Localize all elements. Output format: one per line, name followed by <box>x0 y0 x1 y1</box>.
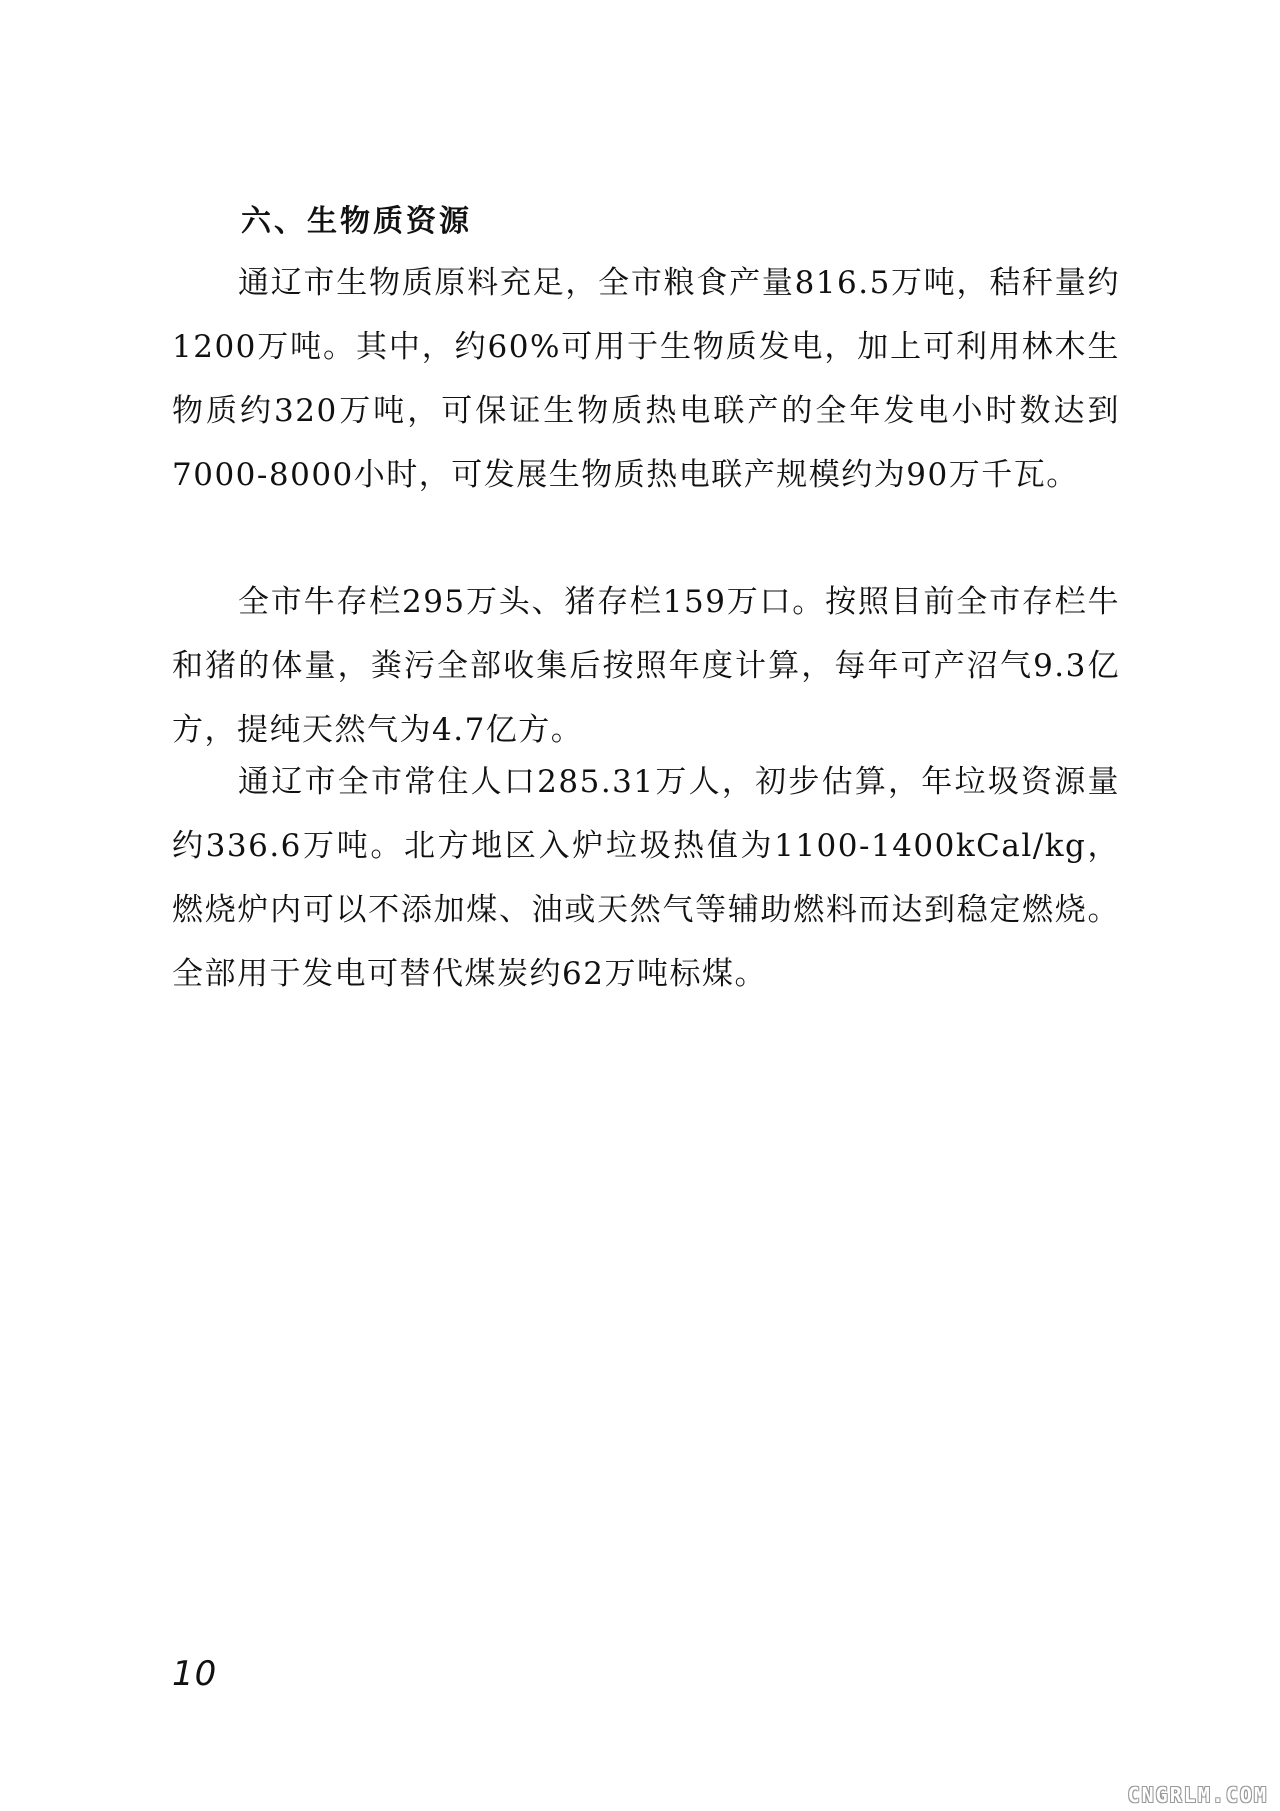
watermark-logo: CNGRLM.COM <box>1127 1783 1268 1807</box>
paragraph-biomass-feedstock: 通辽市生物质原料充足，全市粮食产量816.5万吨，秸秆量约1200万吨。其中，约60%可用于生物质发电，加上可利用林木生物质约320万吨，可保证生物质热电联产的全年发电小时数达到7000-8000小时，可发展生物质热电联产规模约为90万千瓦。 <box>172 265 1120 493</box>
page-number: 10 <box>172 1654 218 1694</box>
paragraph-waste-resources: 通辽市全市常住人口285.31万人，初步估算，年垃圾资源量约336.6万吨。北方地区入炉垃圾热值为1100-1400kCal/kg，燃烧炉内可以不添加煤、油或天然气等辅助燃料而达到稳定燃烧。全部用于发电可替代煤炭约62万吨标煤。 <box>172 764 1120 992</box>
section-heading: 六、生物质资源 <box>241 204 472 239</box>
paragraph-livestock-biogas: 全市牛存栏295万头、猪存栏159万口。按照目前全市存栏牛和猪的体量，粪污全部收集后按照年度计算，每年可产沼气9.3亿方，提纯天然气为4.7亿方。 <box>172 584 1120 748</box>
